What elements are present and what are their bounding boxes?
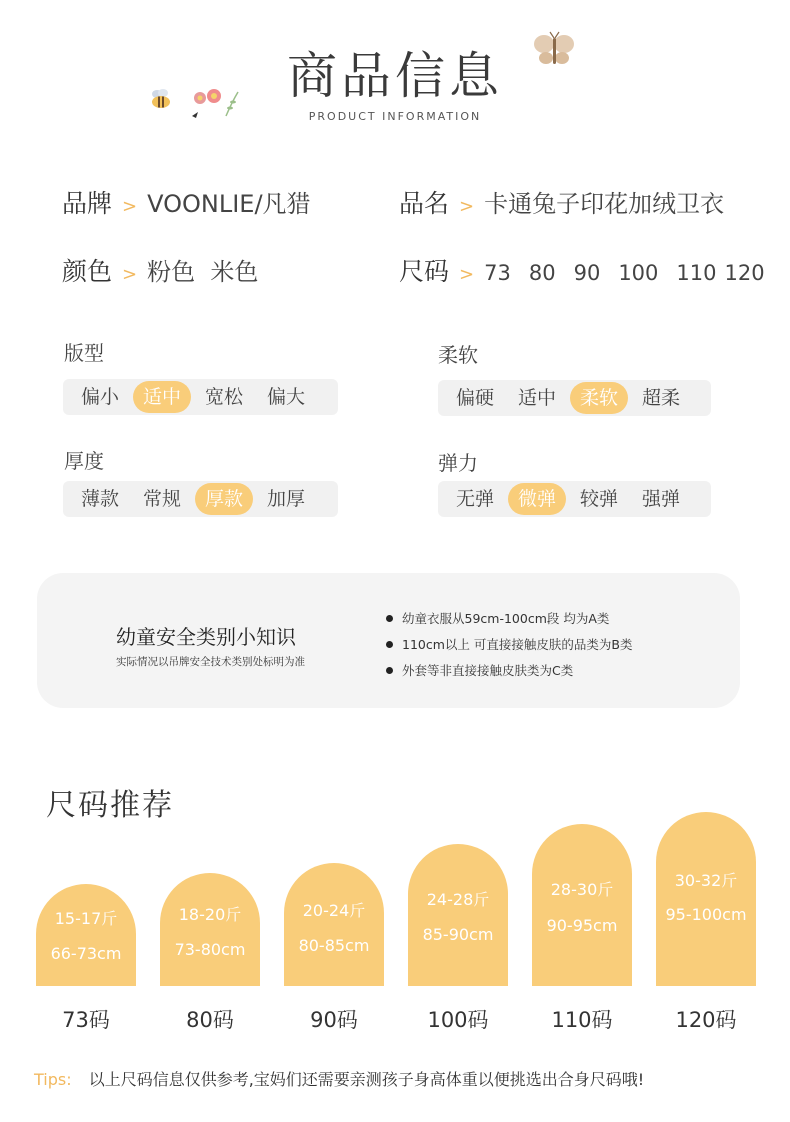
product-name-value: 卡通兔子印花加绒卫衣 xyxy=(484,190,725,218)
size-card-weight: 18-20斤 xyxy=(178,905,242,924)
bee-icon xyxy=(148,88,174,110)
tips-text: 以上尺码信息仅供参考,宝妈们还需要亲测孩子身高体重以便挑选出合身尺码哦! xyxy=(88,1070,645,1089)
page-subtitle: PRODUCT INFORMATION xyxy=(308,110,482,123)
elasticity-title: 弹力 xyxy=(438,451,478,475)
softness-option-selected: 柔软 xyxy=(570,382,628,414)
thickness-option: 薄款 xyxy=(81,488,120,510)
size-value: 100 xyxy=(618,261,659,285)
fit-option: 偏大 xyxy=(267,386,306,408)
fit-selector xyxy=(63,379,338,415)
safety-bullet-text: 外套等非直接接触皮肤类为C类 xyxy=(402,663,574,678)
size-card-label: 80码 xyxy=(186,1008,234,1032)
brand-label: 品牌 xyxy=(62,189,113,218)
thickness-option-selected: 厚款 xyxy=(195,483,253,515)
size-card-height: 95-100cm xyxy=(665,905,747,924)
elasticity-option-selected: 微弹 xyxy=(508,483,566,515)
size-card xyxy=(36,884,136,986)
bullet-icon xyxy=(386,641,393,648)
softness-selector xyxy=(438,380,711,416)
size-label: 尺码 xyxy=(399,257,450,286)
size-card-height: 85-90cm xyxy=(422,925,494,944)
bullet-icon xyxy=(386,615,393,622)
brand-value: VOONLIE/凡猎 xyxy=(147,190,311,218)
size-value: 120 xyxy=(724,261,765,285)
size-card xyxy=(408,844,508,986)
size-card-label: 100码 xyxy=(427,1008,489,1032)
size-card-height: 66-73cm xyxy=(50,944,122,963)
brand-row xyxy=(62,184,311,220)
fit-title: 版型 xyxy=(64,341,104,365)
product-name-row xyxy=(399,184,724,220)
elasticity-selector xyxy=(438,481,711,517)
fit-option-selected: 适中 xyxy=(133,381,191,413)
size-card-weight: 20-24斤 xyxy=(302,901,366,920)
safety-knowledge-title: 幼童安全类别小知识 xyxy=(116,625,296,649)
safety-bullet-text: 110cm以上 可直接接触皮肤的品类为B类 xyxy=(402,637,633,652)
chevron-right-icon: > xyxy=(459,264,475,285)
fit-option: 偏小 xyxy=(81,386,120,408)
size-card xyxy=(160,873,260,986)
elasticity-option: 无弹 xyxy=(456,488,495,510)
fit-option: 宽松 xyxy=(205,386,244,408)
safety-bullet xyxy=(386,635,632,653)
safety-bullet-text: 幼童衣服从59cm-100cm段 均为A类 xyxy=(402,611,610,626)
tips-line xyxy=(34,1067,644,1090)
safety-knowledge-subtitle: 实际情况以吊牌安全技术类别处标明为准 xyxy=(116,656,305,668)
color-label: 颜色 xyxy=(62,257,113,286)
thickness-title: 厚度 xyxy=(64,449,104,473)
chevron-right-icon: > xyxy=(122,196,138,217)
page-title: 商品信息 xyxy=(287,47,503,105)
size-card-weight: 15-17斤 xyxy=(54,909,118,928)
flower-icon xyxy=(186,86,242,122)
size-row xyxy=(399,252,765,288)
size-card-height: 73-80cm xyxy=(174,940,246,959)
size-value: 73 xyxy=(484,261,511,285)
size-card-weight: 28-30斤 xyxy=(550,880,614,899)
size-card-height: 90-95cm xyxy=(546,916,618,935)
size-value: 90 xyxy=(573,261,601,285)
tips-label: Tips: xyxy=(34,1070,72,1089)
size-card-weight: 24-28斤 xyxy=(426,890,490,909)
size-guide-title: 尺码推荐 xyxy=(46,788,174,823)
size-value: 110 xyxy=(676,261,717,285)
thickness-option: 加厚 xyxy=(267,488,306,510)
size-card-label: 110码 xyxy=(551,1008,613,1032)
softness-option: 偏硬 xyxy=(456,387,495,409)
product-name-label: 品名 xyxy=(399,189,450,218)
size-card-label: 73码 xyxy=(62,1008,110,1032)
size-card xyxy=(656,812,756,986)
thickness-selector xyxy=(63,481,338,517)
size-card-height: 80-85cm xyxy=(298,936,370,955)
softness-option: 适中 xyxy=(518,387,557,409)
softness-title: 柔软 xyxy=(438,343,478,367)
bullet-icon xyxy=(386,667,393,674)
size-card-weight: 30-32斤 xyxy=(674,871,738,890)
size-card xyxy=(532,824,632,986)
thickness-option: 常规 xyxy=(143,488,182,510)
safety-bullet xyxy=(386,609,609,627)
elasticity-option: 较弹 xyxy=(580,488,619,510)
size-card-label: 120码 xyxy=(675,1008,737,1032)
softness-option: 超柔 xyxy=(642,387,681,409)
color-row xyxy=(62,252,258,288)
size-card xyxy=(284,863,384,986)
elasticity-option: 强弹 xyxy=(642,488,681,510)
chevron-right-icon: > xyxy=(122,264,138,285)
size-value: 80 xyxy=(528,261,556,285)
color-value: 粉色 米色 xyxy=(147,258,259,286)
safety-bullet xyxy=(386,661,573,679)
chevron-right-icon: > xyxy=(459,196,475,217)
butterfly-icon xyxy=(532,30,576,70)
size-card-label: 90码 xyxy=(310,1008,358,1032)
